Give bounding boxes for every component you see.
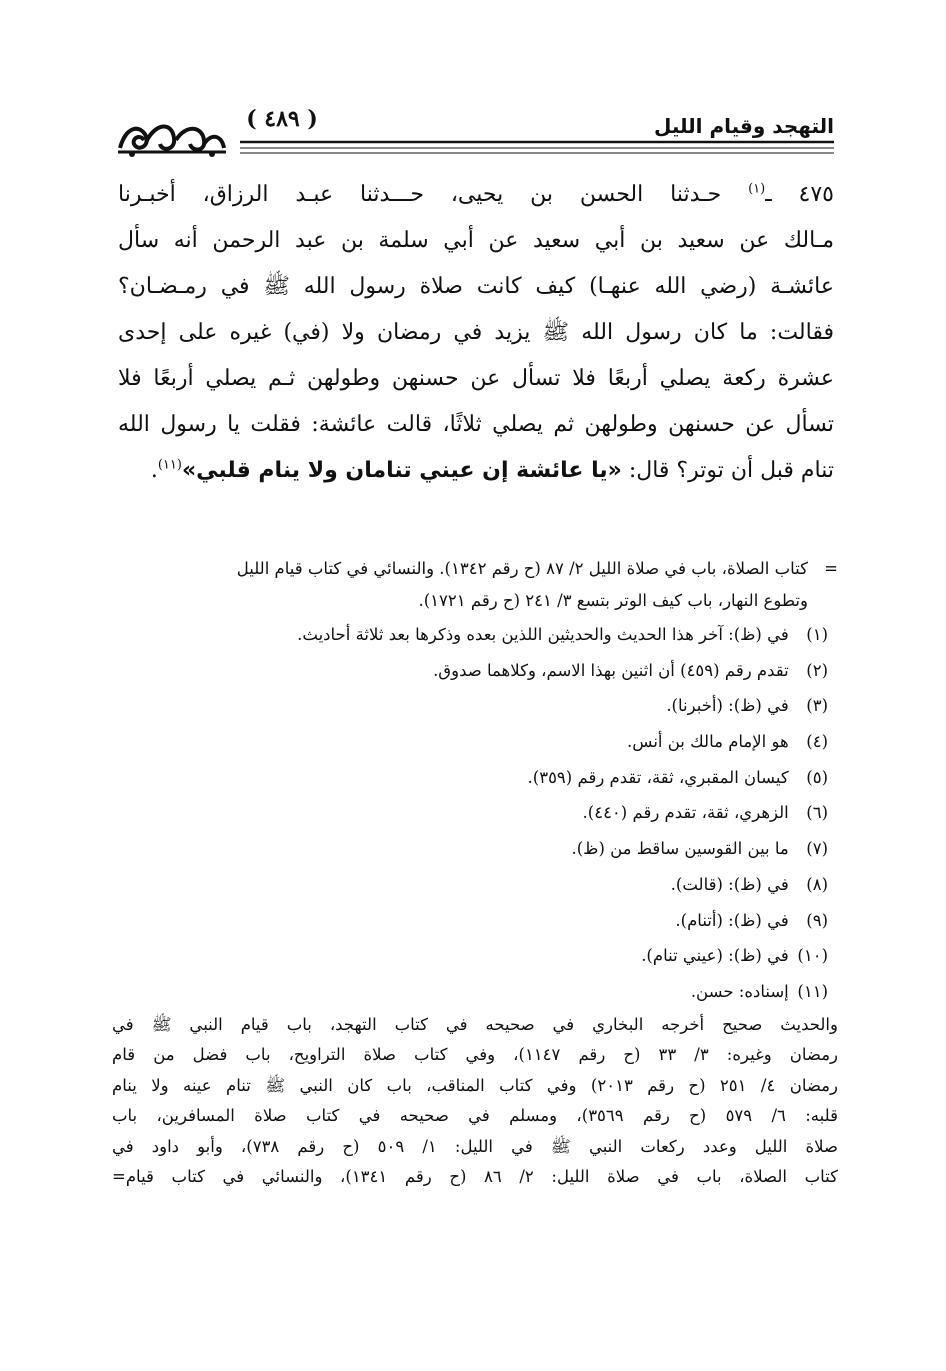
- page-number: ( ٤٨٩ ): [246, 106, 318, 132]
- footnote-item: (١١) إسناده: حسن.: [690, 981, 828, 1001]
- continuation-marker: =: [824, 559, 838, 578]
- header-rule: [240, 138, 834, 158]
- takhrij-line: قلبه: ٦/ ٥٧٩ (ح رقم ٣٥٦٩)، ومسلم في صحيحه في كتاب صلاة المسافرين، باب: [112, 1106, 838, 1126]
- prophetic-quote: «يا عائشة إن عيني تنامان ولا ينام قلبي»: [181, 458, 622, 483]
- footnote-item: (٩) في (ظ): (أتنام).: [675, 910, 828, 930]
- footnote-item: (٤) هو الإمام مالك بن أنس.: [627, 732, 828, 752]
- footnote-item: (٥) كيسان المقبري، ثقة، تقدم رقم (٣٥٩).: [527, 767, 828, 787]
- footnote-item: (١٠) في (ظ): (عيني تنام).: [641, 946, 828, 966]
- footnote-item: (٢) تقدم رقم (٤٥٩) أن اثنين بهذا الاسم، وكلاهما صدوق.: [433, 660, 828, 680]
- hadith-line: مـالك عن سعيد بن أبي سعيد عن أبي سلمة بن عبد الرحمن أنه سأل: [118, 228, 834, 253]
- running-title: التهجد وقيام الليل: [653, 114, 834, 138]
- takhrij-line: والحديث صحيح أخرجه البخاري في صحيحه في كتاب التهجد، باب قيام النبي ﷺ في: [112, 1014, 838, 1034]
- footnote-item: (٣) في (ظ): (أخبرنا).: [666, 696, 828, 716]
- hadith-number: ٤٧٥ ـ: [765, 182, 834, 207]
- hadith-line: تسأل عن حسنهن وطولهن ثم يصلي ثلاثًا، قالت عائشة: فقلت يا رسول الله: [118, 412, 834, 437]
- footnote-item: (٨) في (ظ): (قالت).: [670, 874, 828, 894]
- hadith-line: ٤٧٥ ـ$^{(١)}$ حـدثنا الحسن بن يحيى، حـــدثنا عبـد الرزاق، أخبـرنا: [118, 181, 834, 207]
- takhrij-line: رمضان وغيره: ٣/ ٣٣ (ح رقم ١١٤٧)، وفي كتاب صلاة التراويح، باب فضل من قام: [112, 1045, 838, 1065]
- hadith-line: عائشـة (رضي الله عنهـا) كيف كانت صلاة رسول الله ﷺ في رمـضـان؟: [118, 274, 834, 299]
- footnote-item: (٧) ما بين القوسين ساقط من (ظ).: [571, 839, 828, 859]
- footnote-ref: (١): [748, 181, 766, 197]
- footnote-item: (١) في (ظ): آخر هذا الحديث والحديثين اللذين بعده وذكرها بعد ثلاثة أحاديث.: [297, 625, 828, 644]
- hadith-line: عشرة ركعة يصلي أربعًا فلا تسأل عن حسنهن وطولهن ثـم يصلي أربعًا فلا: [118, 366, 834, 391]
- footnotes: [112, 553, 838, 1193]
- footnote-list: [112, 617, 838, 1010]
- footnote-item: (٦) الزهري، ثقة، تقدم رقم (٤٤٠).: [582, 803, 828, 823]
- takhrij-line: صلاة الليل وعدد ركعات النبي ﷺ في الليل: ١/ ٥٠٩ (ح رقم ٧٣٨)، وأبو داود في: [112, 1136, 838, 1156]
- footnote-continuation: =كتاب الصلاة، باب في صلاة الليل ٢/ ٨٧ (ح رقم ١٣٤٢). والنسائي في كتاب قيام الليل وتطوع النهار، باب كيف الوتر بتسع ٣/ ٢٤١ (ح رقم ١٧٢١).: [112, 553, 838, 617]
- hadith-line: تنام قبل أن توتر؟ قال: «يا عائشة إن عيني تنامان ولا ينام قلبي»$^{(١١)}$.: [150, 457, 834, 483]
- takhrij-line: رمضان ٤/ ٢٥١ (ح رقم ٢٠١٣) وفي كتاب المناقب، باب كان النبي ﷺ تنام عينه ولا ينام: [112, 1075, 838, 1095]
- decorative-ornament-icon: [116, 118, 228, 158]
- hadith-line: فقالت: ما كان رسول الله ﷺ يزيد في رمضان ولا (في) غيره على إحدى: [118, 320, 834, 345]
- hadith-text: [118, 172, 834, 494]
- footnote-ref: (١١): [157, 457, 182, 473]
- takhrij-line: كتاب الصلاة، باب في صلاة الليل: ٢/ ٨٦ (ح رقم ١٣٤١)، والنسائي في كتاب قيام=: [112, 1167, 838, 1187]
- takhrij-paragraph: [112, 1010, 838, 1193]
